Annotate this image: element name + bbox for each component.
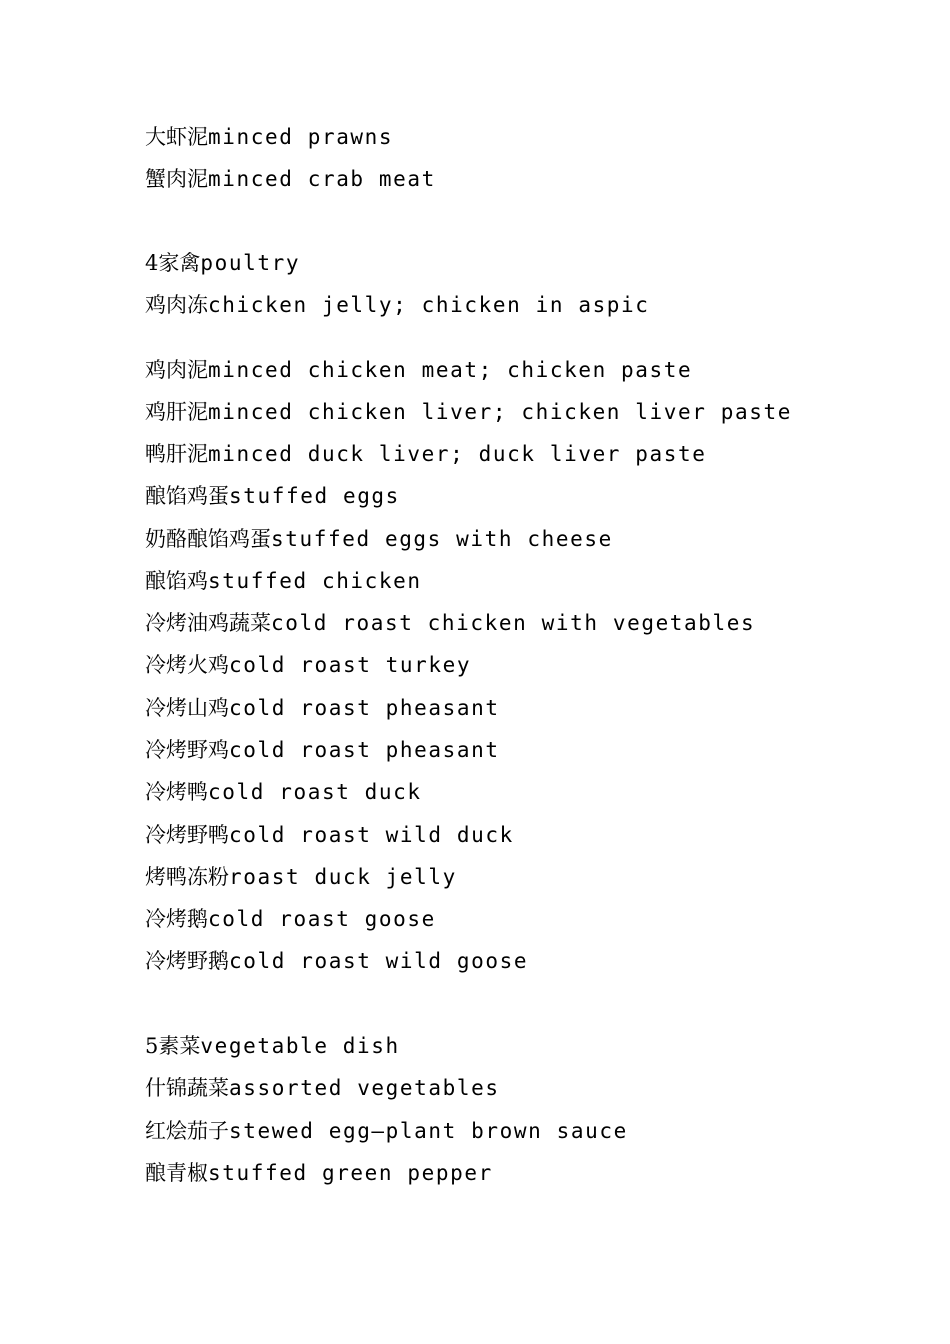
entry-zh: 什锦蔬菜 — [145, 1076, 229, 1100]
entry-cold-roast-pheasant-1 — [145, 693, 500, 723]
entry-cold-roast-turkey — [145, 650, 471, 680]
entry-en: roast duck jelly — [229, 865, 457, 889]
entry-zh: 烤鸭冻粉 — [145, 865, 229, 889]
entry-cold-roast-wild-duck — [145, 820, 514, 850]
entry-en: poultry — [200, 251, 301, 275]
section-heading-poultry — [145, 248, 300, 278]
entry-zh: 4家禽 — [145, 251, 201, 275]
entry-zh: 冷烤野鸭 — [145, 823, 229, 847]
entry-zh: 冷烤火鸡 — [145, 653, 229, 677]
entry-stuffed-green-pepper — [145, 1158, 493, 1188]
entry-en: minced crab meat — [208, 167, 436, 191]
entry-zh: 鸭肝泥 — [145, 442, 208, 466]
entry-en: stuffed eggs — [229, 484, 400, 508]
entry-zh: 冷烤鸭 — [145, 780, 208, 804]
entry-en: cold roast wild goose — [229, 949, 529, 973]
entry-en: chicken jelly; chicken in aspic — [208, 293, 650, 317]
entry-zh: 蟹肉泥 — [145, 167, 208, 191]
entry-cold-roast-chicken-vegetables — [145, 608, 755, 638]
entry-stewed-eggplant — [145, 1116, 628, 1146]
entry-zh: 冷烤野鹅 — [145, 949, 229, 973]
entry-zh: 酿馅鸡 — [145, 569, 208, 593]
entry-en: cold roast wild duck — [229, 823, 514, 847]
entry-en: minced chicken meat; chicken paste — [208, 358, 693, 382]
entry-en: minced chicken liver; chicken liver paste — [208, 400, 792, 424]
entry-en: stuffed chicken — [208, 569, 422, 593]
entry-cold-roast-duck — [145, 777, 422, 807]
entry-en: stuffed green pepper — [208, 1161, 493, 1185]
entry-en: stuffed eggs with cheese — [271, 527, 613, 551]
entry-cold-roast-wild-goose — [145, 946, 528, 976]
entry-zh: 5素菜 — [145, 1034, 201, 1058]
entry-en: cold roast goose — [208, 907, 436, 931]
entry-en: stewed egg—plant brown sauce — [229, 1119, 628, 1143]
entry-minced-chicken-meat — [145, 355, 692, 385]
entry-minced-chicken-liver — [145, 397, 792, 427]
entry-minced-prawns — [145, 122, 393, 152]
entry-chicken-jelly — [145, 290, 650, 320]
entry-zh: 鸡肝泥 — [145, 400, 208, 424]
entry-zh: 冷烤油鸡蔬菜 — [145, 611, 271, 635]
entry-zh: 鸡肉冻 — [145, 293, 208, 317]
entry-en: minced duck liver; duck liver paste — [208, 442, 707, 466]
entry-en: vegetable dish — [200, 1034, 400, 1058]
entry-zh: 鸡肉泥 — [145, 358, 208, 382]
entry-en: cold roast duck — [208, 780, 422, 804]
entry-zh: 大虾泥 — [145, 125, 208, 149]
entry-cold-roast-goose — [145, 904, 436, 934]
entry-zh: 冷烤山鸡 — [145, 696, 229, 720]
entry-en: cold roast turkey — [229, 653, 472, 677]
entry-minced-duck-liver — [145, 439, 707, 469]
section-heading-vegetable-dish — [145, 1031, 400, 1061]
entry-zh: 酿馅鸡蛋 — [145, 484, 229, 508]
entry-zh: 冷烤野鸡 — [145, 738, 229, 762]
entry-en: cold roast chicken with vegetables — [271, 611, 756, 635]
entry-stuffed-eggs-cheese — [145, 524, 613, 554]
entry-roast-duck-jelly — [145, 862, 457, 892]
entry-en: cold roast pheasant — [229, 738, 500, 762]
entry-zh: 冷烤鹅 — [145, 907, 208, 931]
entry-minced-crab-meat — [145, 164, 436, 194]
entry-stuffed-eggs — [145, 481, 400, 511]
entry-assorted-vegetables — [145, 1073, 500, 1103]
entry-stuffed-chicken — [145, 566, 422, 596]
entry-zh: 红烩茄子 — [145, 1119, 229, 1143]
entry-zh: 酿青椒 — [145, 1161, 208, 1185]
entry-zh: 奶酪酿馅鸡蛋 — [145, 527, 271, 551]
entry-en: minced prawns — [208, 125, 394, 149]
entry-en: cold roast pheasant — [229, 696, 500, 720]
entry-en: assorted vegetables — [229, 1076, 500, 1100]
entry-cold-roast-pheasant-2 — [145, 735, 500, 765]
